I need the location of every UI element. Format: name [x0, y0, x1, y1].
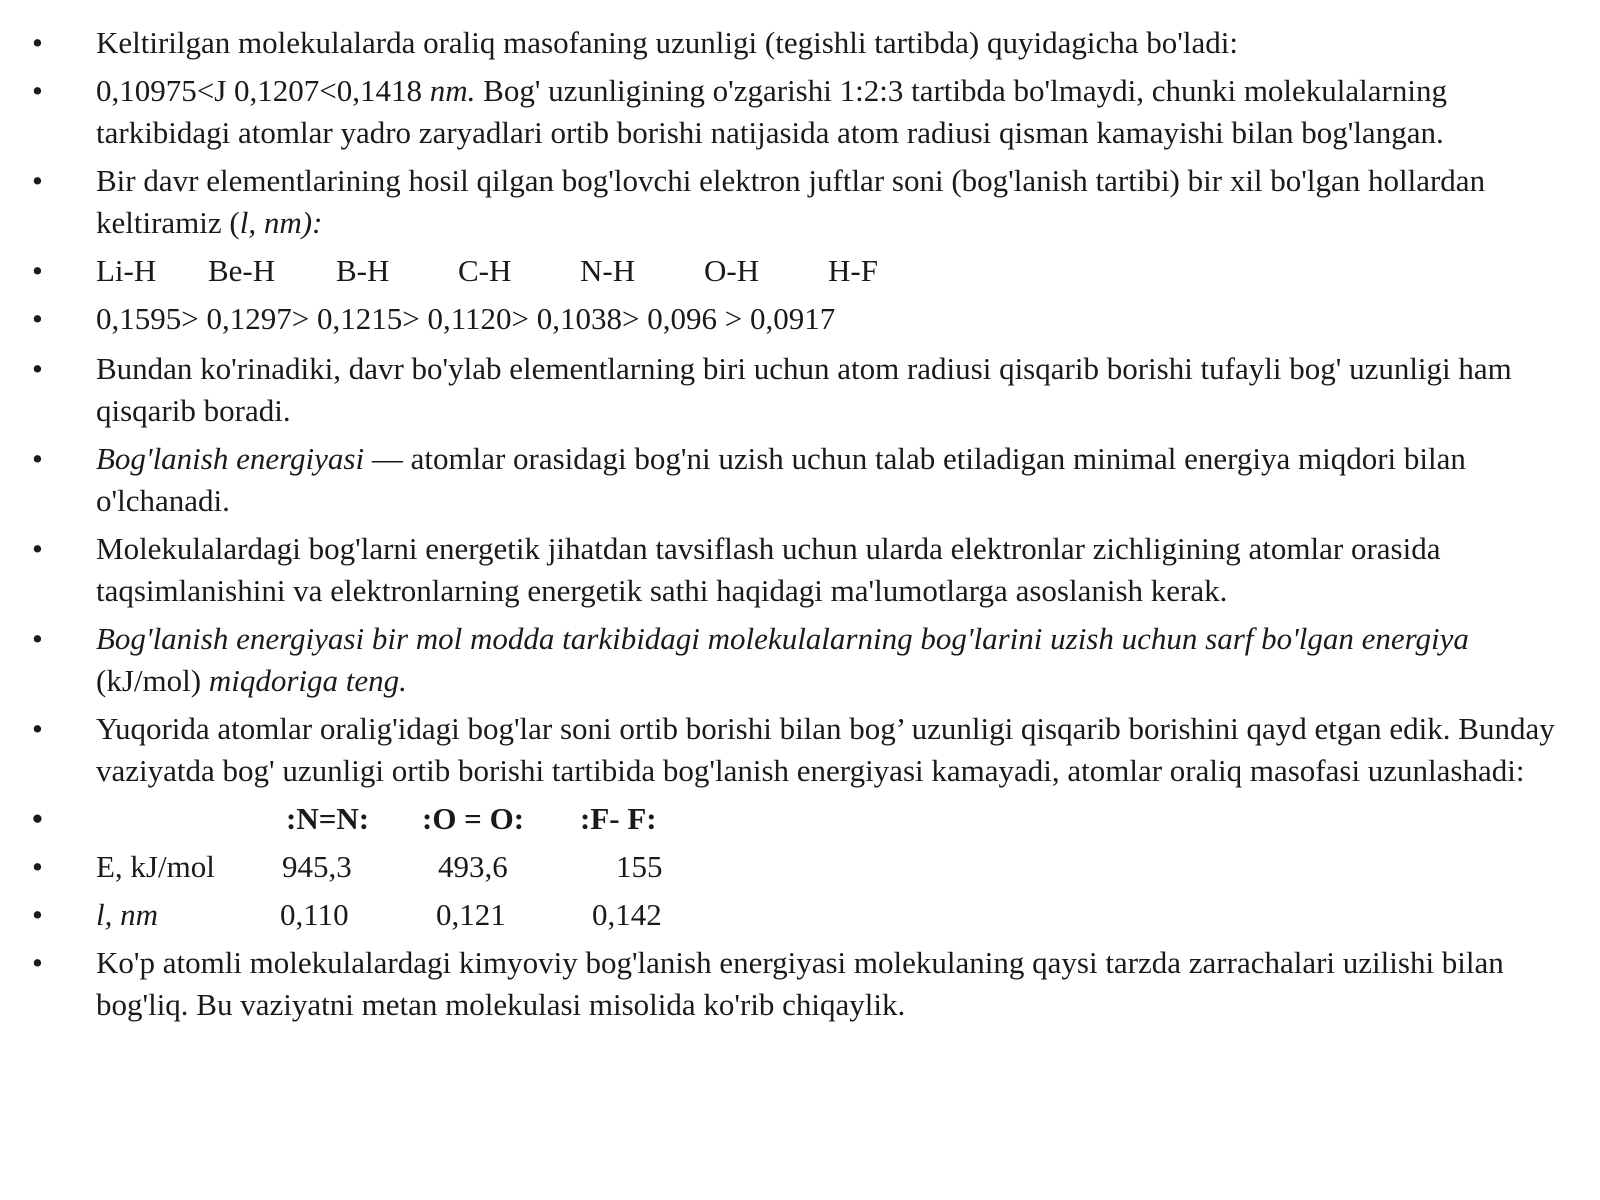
list-item	[30, 22, 1570, 64]
definition-text: Bog'lanish energiyasi bir mol modda tarkibidagi molekulalarning bog'larini uzish uchun sarf bo'lgan energiya	[96, 621, 1469, 656]
energy-value: 155	[616, 849, 663, 884]
paragraph-text: Yuqorida atomlar oralig'idagi bog'lar soni ortib borishi bilan bog’ uzunligi qisqarib borishini qayd etgan edik. Bunday vaziyatda bog' uzunligi ortib borishi tartibida bog'lanish energiyasi kamayadi, atomlar oraliq masofasi uzunlashadi:	[96, 711, 1555, 788]
molecule-formula: :F- F:	[580, 801, 657, 836]
length-value: 0,142	[592, 897, 662, 932]
list-item	[30, 618, 1570, 702]
length-row	[30, 894, 1570, 936]
list-item	[30, 708, 1570, 792]
bond-symbol: N-H	[580, 253, 636, 288]
bond-symbol: B-H	[336, 253, 390, 288]
bond-symbol: Be-H	[208, 253, 276, 288]
list-item	[30, 298, 1570, 340]
bond-symbol: O-H	[704, 253, 760, 288]
list-item	[30, 348, 1570, 432]
bond-symbol: H-F	[828, 253, 878, 288]
list-item	[30, 70, 1570, 154]
paragraph-text: Bundan ko'rinadiki, davr bo'ylab elementlarning biri uchun atom radiusi qisqarib borishi tufayli bog' uzunligi ham qisqarib boradi.	[96, 351, 1512, 428]
row-label: E, kJ/mol	[96, 849, 215, 884]
term-text: Bog'lanish energiyasi	[96, 441, 365, 476]
length-value: 0,121	[436, 897, 506, 932]
paragraph-text: Bog' uzunligining o'zgarishi 1:2:3 tartibda bo'lmaydi, chunki molekulalarning tarkibidagi atomlar yadro zaryadlari ortib borishi natijasida atom radiusi qisman kamayishi bilan bog'langan.	[96, 73, 1447, 150]
length-value: 0,110	[280, 897, 349, 932]
energy-value: 945,3	[282, 849, 352, 884]
definition-text: miqdoriga teng.	[208, 663, 407, 698]
paragraph-text: 0,10975<J 0,1207<0,1418	[96, 73, 430, 108]
molecule-formula: :N=N:	[286, 801, 370, 836]
unit-text: (kJ/mol)	[96, 663, 209, 698]
paragraph-text: Bir davr elementlarining hosil qilgan bog'lovchi elektron juftlar soni (bog'lanish tartibi) bir xil bo'lgan hollardan keltiramiz (	[96, 163, 1486, 240]
energy-row	[30, 846, 1570, 888]
molecule-formula: :O = O:	[422, 801, 525, 836]
row-label: l, nm	[96, 897, 158, 932]
list-item	[30, 942, 1570, 1026]
bond-length-values: 0,1595> 0,1297> 0,1215> 0,1120> 0,1038> 0,096 > 0,0917	[96, 301, 836, 336]
unit-text: l, nm):	[239, 205, 323, 240]
bond-symbol: C-H	[458, 253, 512, 288]
paragraph-text: Ko'p atomli molekulalardagi kimyoviy bog'lanish energiyasi molekulaning qaysi tarzda zarrachalari uzilishi bilan bog'liq. Bu vaziyatni metan molekulasi misolida ko'rib chiqaylik.	[96, 945, 1504, 1022]
list-item	[30, 160, 1570, 244]
bullet-list	[30, 22, 1570, 1032]
molecules-row	[30, 798, 1570, 840]
energy-value: 493,6	[438, 849, 508, 884]
unit-text: nm.	[429, 73, 476, 108]
paragraph-text: Molekulalardagi bog'larni energetik jihatdan tavsiflash uchun ularda elektronlar zichligining atomlar orasida taqsimlanishini va elektronlarning energetik sathi haqidagi ma'lumotlarga asoslanish kerak.	[96, 531, 1441, 608]
bond-symbols-row	[30, 250, 1570, 292]
bond-symbol: Li-H	[96, 253, 157, 288]
paragraph-text: — atomlar orasidagi bog'ni uzish uchun talab etiladigan minimal energiya miqdori bilan o'lchanadi.	[96, 441, 1466, 518]
list-item	[30, 528, 1570, 612]
paragraph-text: Keltirilgan molekulalarda oraliq masofaning uzunligi (tegishli tartibda) quyidagicha bo'ladi:	[96, 25, 1238, 60]
list-item	[30, 438, 1570, 522]
